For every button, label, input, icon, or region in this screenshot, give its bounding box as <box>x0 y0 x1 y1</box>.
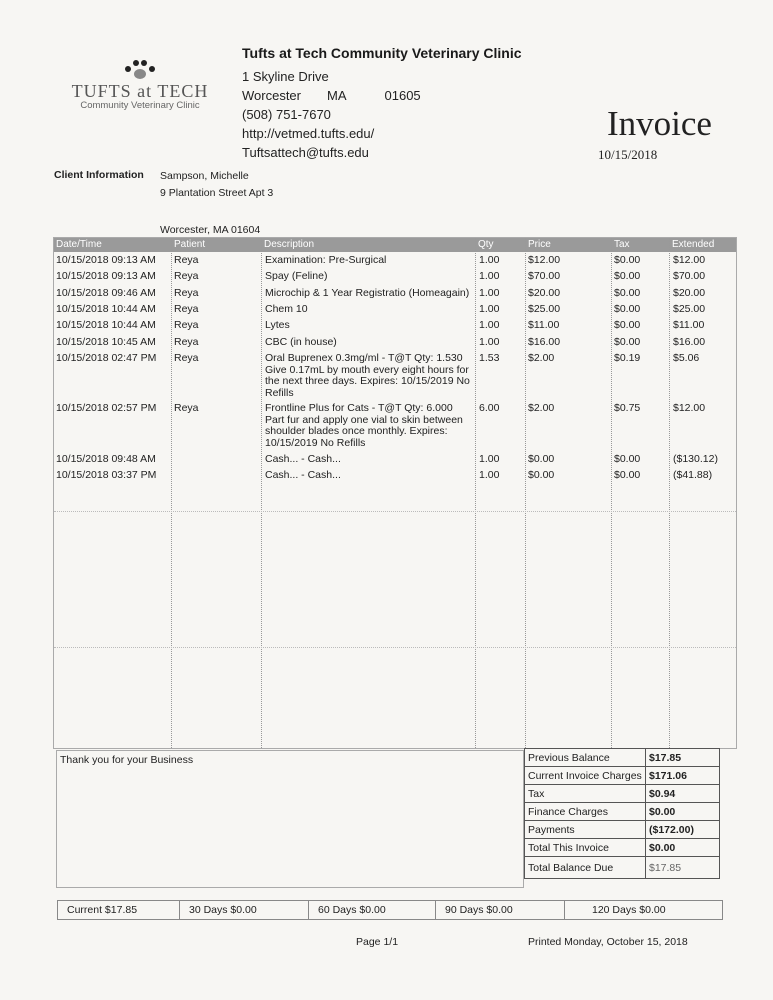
cell-datetime: 10/15/2018 09:13 AM <box>56 270 156 282</box>
cell-extended: $20.00 <box>673 287 706 299</box>
cell-description: Chem 10 <box>265 303 308 315</box>
cell-datetime: 10/15/2018 03:37 PM <box>56 469 157 481</box>
aging-90-days: 90 Days $0.00 <box>436 901 565 919</box>
cell-datetime: 10/15/2018 02:47 PM <box>56 352 157 364</box>
invoice-date: 10/15/2018 <box>598 147 658 162</box>
cell-tax: $0.00 <box>614 453 641 465</box>
cell-patient: Reya <box>174 319 199 331</box>
summary-label: Previous Balance <box>525 749 646 767</box>
cell-extended: $16.00 <box>673 336 706 348</box>
cell-description: Spay (Feline) <box>265 270 328 282</box>
cell-tax: $0.00 <box>614 303 641 315</box>
cell-price: $0.00 <box>528 469 555 481</box>
cell-patient: Reya <box>174 303 199 315</box>
summary-label: Payments <box>525 821 646 839</box>
aging-120-days: 120 Days $0.00 <box>592 904 666 916</box>
cell-qty: 6.00 <box>479 402 500 414</box>
cell-qty: 1.00 <box>479 270 500 282</box>
cell-extended: $11.00 <box>673 319 705 331</box>
cell-price: $20.00 <box>528 287 561 299</box>
cell-description: Microchip & 1 Year Registratio (Homeagain) <box>265 287 470 299</box>
cell-extended: ($130.12) <box>673 453 718 465</box>
printed-date: Printed Monday, October 15, 2018 <box>528 936 688 948</box>
cell-extended: $70.00 <box>673 270 706 282</box>
thank-you-message-box <box>56 750 524 888</box>
summary-label: Total This Invoice <box>525 839 646 857</box>
summary-label: Total Balance Due <box>525 857 646 879</box>
paw-print-icon <box>123 58 157 80</box>
summary-row <box>525 803 720 821</box>
col-header-extended: Extended <box>672 239 715 250</box>
cell-price: $2.00 <box>528 402 555 414</box>
cell-tax: $0.00 <box>614 270 641 282</box>
summary-value: $0.00 <box>646 839 720 857</box>
col-header-tax: Tax <box>614 239 630 250</box>
cell-tax: $0.00 <box>614 336 641 348</box>
client-info-label: Client Information <box>54 169 144 181</box>
cell-patient: Reya <box>174 270 199 282</box>
cell-description: Frontline Plus for Cats - T@T Qty: 6.000 Part fur and apply one vial to skin between shoulder blades once monthly. Expires: 10/15/2019 No Refills <box>265 402 463 449</box>
aging-current: Current $17.85 <box>58 901 180 919</box>
col-header-description: Description <box>264 239 315 250</box>
cell-datetime: 10/15/2018 09:46 AM <box>56 287 156 299</box>
col-header-patient: Patient <box>174 239 206 250</box>
cell-datetime: 10/15/2018 10:45 AM <box>56 336 156 348</box>
col-header-price: Price <box>528 239 551 250</box>
cell-price: $2.00 <box>528 352 555 364</box>
summary-value: $0.00 <box>646 803 720 821</box>
summary-label: Tax <box>525 785 646 803</box>
table-header <box>54 238 736 252</box>
client-address <box>160 168 273 239</box>
cell-description: CBC (in house) <box>265 336 337 348</box>
cell-extended: $5.06 <box>673 352 700 364</box>
cell-tax: $0.00 <box>614 319 641 331</box>
cell-description: Lytes <box>265 319 290 331</box>
clinic-state: MA <box>327 88 347 103</box>
cell-tax: $0.19 <box>614 352 641 364</box>
cell-extended: ($41.88) <box>673 469 713 481</box>
summary-value: $171.06 <box>646 767 720 785</box>
clinic-info <box>242 44 522 162</box>
cell-patient: Reya <box>174 254 199 266</box>
clinic-email[interactable]: Tuftsattech@tufts.edu <box>242 145 369 160</box>
client-street: 9 Plantation Street Apt 3 <box>160 187 274 199</box>
aging-30-days: 30 Days $0.00 <box>180 901 309 919</box>
clinic-street: 1 Skyline Drive <box>242 69 329 84</box>
cell-qty: 1.00 <box>479 287 500 299</box>
summary-value: $17.85 <box>646 857 720 879</box>
clinic-name: Tufts at Tech Community Veterinary Clinic <box>242 45 522 61</box>
clinic-logo <box>60 58 220 111</box>
aging-60-days: 60 Days $0.00 <box>309 901 436 919</box>
cell-datetime: 10/15/2018 09:13 AM <box>56 254 156 266</box>
cell-description: Examination: Pre-Surgical <box>265 254 387 266</box>
cell-price: $70.00 <box>528 270 561 282</box>
clinic-city-line <box>242 86 522 105</box>
cell-extended: $12.00 <box>673 402 706 414</box>
summary-row <box>525 785 720 803</box>
summary-row <box>525 821 720 839</box>
logo-subtitle: Community Veterinary Clinic <box>80 100 200 111</box>
cell-price: $11.00 <box>528 319 560 331</box>
cell-description: Cash... - Cash... <box>265 453 341 465</box>
summary-label: Finance Charges <box>525 803 646 821</box>
clinic-phone: (508) 751-7670 <box>242 107 331 122</box>
cell-patient: Reya <box>174 402 199 414</box>
cell-description: Cash... - Cash... <box>265 469 341 481</box>
cell-qty: 1.00 <box>479 254 500 266</box>
client-city-line: Worcester, MA 01604 <box>160 224 261 236</box>
page-number: Page 1/1 <box>356 936 399 948</box>
cell-price: $25.00 <box>528 303 561 315</box>
col-header-datetime: Date/Time <box>56 239 102 250</box>
cell-description: Oral Buprenex 0.3mg/ml - T@T Qty: 1.530 Give 0.17mL by mouth every eight hours for the next three days. Expires: 10/15/2019 No Refills <box>265 352 470 399</box>
cell-qty: 1.00 <box>479 319 500 331</box>
cell-patient: Reya <box>174 336 199 348</box>
invoice-title: Invoice <box>607 104 712 143</box>
cell-datetime: 10/15/2018 10:44 AM <box>56 303 156 315</box>
clinic-website[interactable]: http://vetmed.tufts.edu/ <box>242 126 375 141</box>
cell-datetime: 10/15/2018 02:57 PM <box>56 402 157 414</box>
cell-tax: $0.00 <box>614 254 641 266</box>
cell-qty: 1.00 <box>479 453 500 465</box>
cell-tax: $0.00 <box>614 287 641 299</box>
cell-datetime: 10/15/2018 10:44 AM <box>56 319 156 331</box>
aging-bar <box>57 900 723 920</box>
cell-patient: Reya <box>174 287 199 299</box>
cell-qty: 1.00 <box>479 336 500 348</box>
summary-label: Current Invoice Charges <box>525 767 646 785</box>
thank-you-message: Thank you for your Business <box>60 754 194 766</box>
summary-value: $17.85 <box>646 749 720 767</box>
summary-row <box>525 749 720 767</box>
summary-value: $0.94 <box>646 785 720 803</box>
line-items-table <box>53 237 737 749</box>
summary-row <box>525 857 720 879</box>
cell-price: $16.00 <box>528 336 561 348</box>
summary-value: ($172.00) <box>646 821 720 839</box>
logo-name: TUFTS at TECH <box>71 81 209 101</box>
cell-tax: $0.75 <box>614 402 641 414</box>
cell-datetime: 10/15/2018 09:48 AM <box>56 453 156 465</box>
summary-row <box>525 767 720 785</box>
cell-extended: $12.00 <box>673 254 706 266</box>
col-header-qty: Qty <box>478 239 494 250</box>
clinic-zip: 01605 <box>384 88 421 103</box>
cell-tax: $0.00 <box>614 469 641 481</box>
clinic-city: Worcester <box>242 88 301 103</box>
cell-price: $0.00 <box>528 453 555 465</box>
cell-price: $12.00 <box>528 254 561 266</box>
balance-summary <box>524 748 720 879</box>
summary-row <box>525 839 720 857</box>
cell-qty: 1.53 <box>479 352 500 364</box>
cell-patient: Reya <box>174 352 199 364</box>
cell-extended: $25.00 <box>673 303 706 315</box>
cell-qty: 1.00 <box>479 303 500 315</box>
cell-qty: 1.00 <box>479 469 500 481</box>
client-name: Sampson, Michelle <box>160 170 249 182</box>
